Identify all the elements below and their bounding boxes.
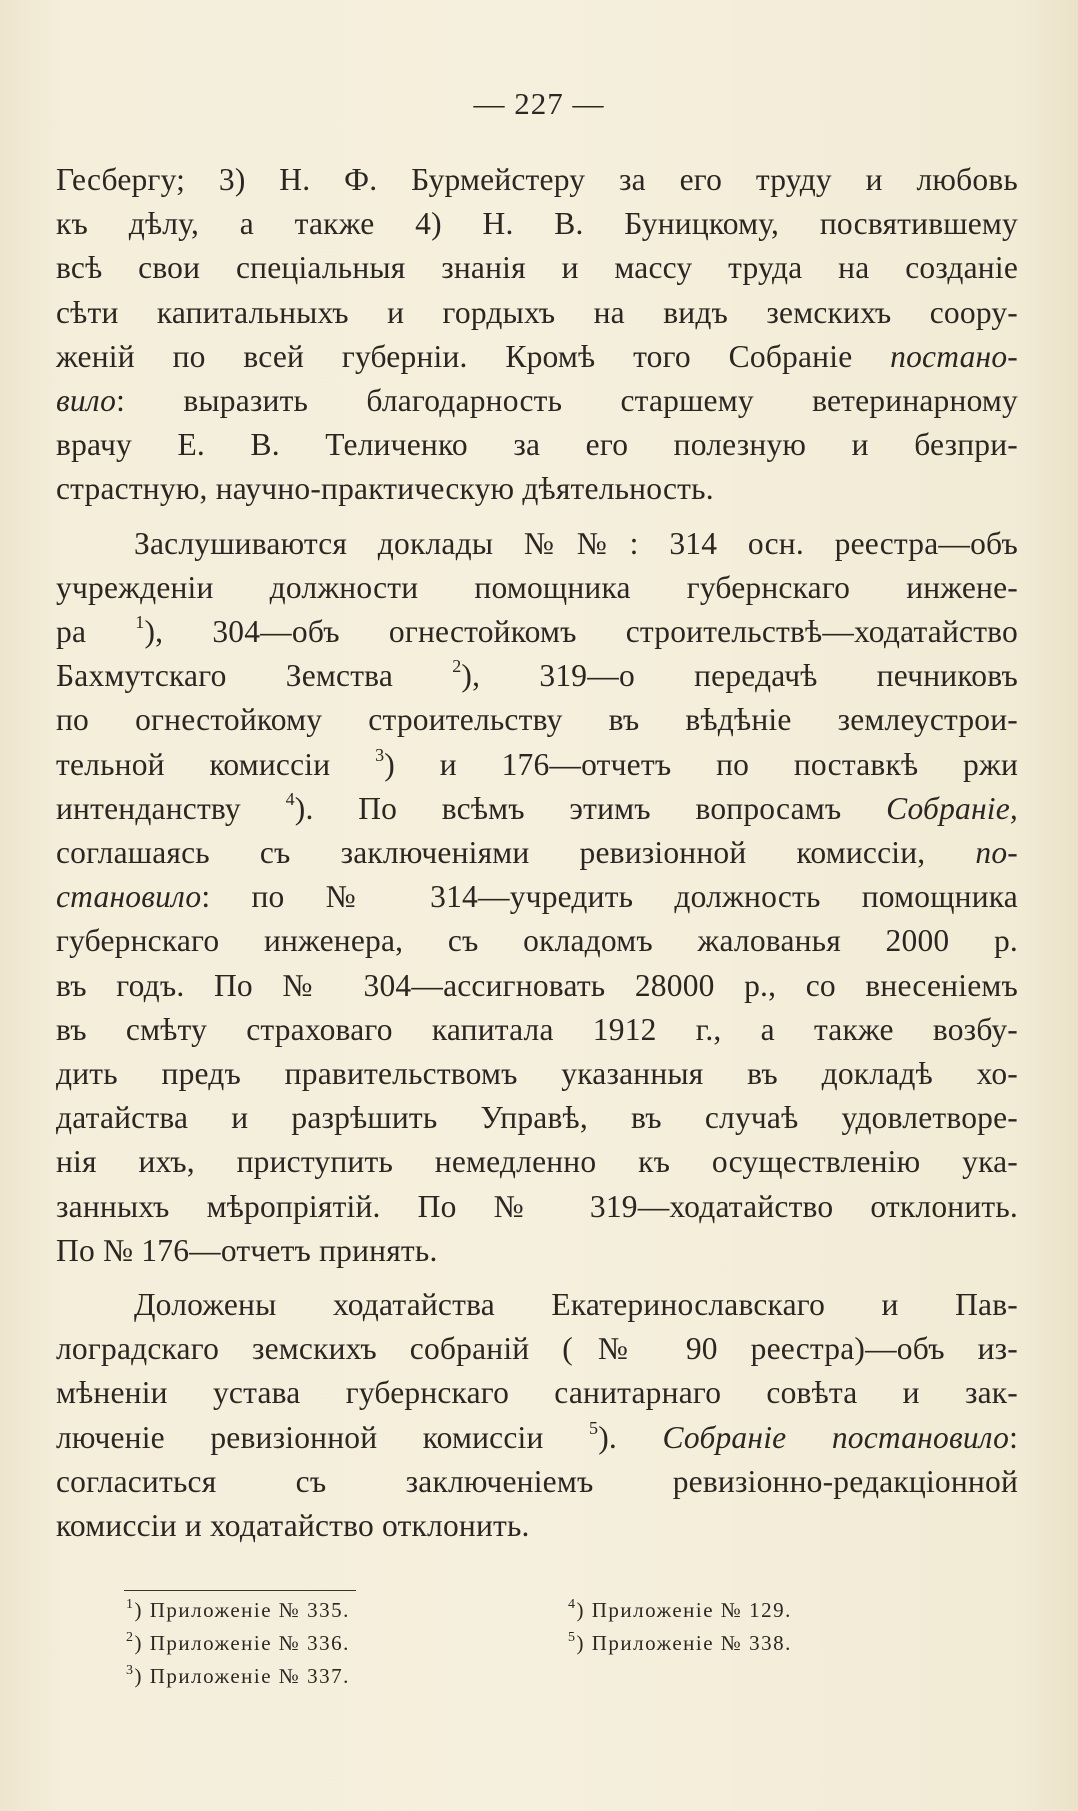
footnote-text: ) Приложеніе № 335. (134, 1598, 350, 1622)
text-line: лоградскаго земскихъ собраній (№ 90 реестра)—объ из- (56, 1331, 1018, 1367)
text-segment: люченіе ревизіонной комиссіи (56, 1419, 590, 1455)
text-segment: ) и 176—отчетъ по поставкѣ ржи (384, 746, 1019, 782)
footnote-5 (568, 1631, 792, 1656)
text-line: Гесбергу; 3) Н. Ф. Бурмейстеру за его труду и любовь (56, 162, 1018, 197)
italic-segment: становило (56, 879, 202, 915)
text-segment: Бахмутскаго Земства (56, 658, 453, 694)
text-line: дить предъ правительствомъ указанныя въ докладѣ хо- (56, 1056, 1018, 1092)
text-line (56, 875, 1018, 919)
text-line: врачу Е. В. Теличенко за его полезную и безпри- (56, 427, 1018, 463)
text-line (56, 1283, 1018, 1327)
text-line (56, 335, 1018, 379)
text-segment: ), 304—объ огнестойкомъ строительствѣ—ходатайство (144, 614, 1018, 650)
text-segment: Заслушиваются доклады №№: 314 осн. реестра—объ (134, 525, 1018, 561)
footnote-ref: 1 (135, 612, 145, 633)
text-segment: : (1009, 1419, 1019, 1455)
italic-segment: Собраніе, (886, 790, 1018, 826)
footnote-text: ) Приложеніе № 129. (576, 1598, 792, 1622)
text-line: датайства и разрѣшить Управѣ, въ случаѣ удовлетворе- (56, 1100, 1018, 1136)
text-line: учрежденіи должности помощника губернскаго инжене- (56, 569, 1018, 605)
text-segment: ). По всѣмъ этимъ вопросамъ (294, 790, 887, 826)
text-line (56, 1416, 1018, 1460)
text-segment: ). (598, 1419, 663, 1455)
footnote-text: ) Приложеніе № 337. (134, 1664, 350, 1688)
italic-segment: постано- (890, 338, 1018, 374)
footnote-mark: 2 (126, 1630, 135, 1645)
text-line: по огнестойкому строительству въ вѣдѣніе землеустрои- (56, 702, 1018, 738)
text-line: всѣ свои спеціальныя знанія и массу труда на созданіе (56, 250, 1018, 286)
italic-segment: Собраніе постановило (662, 1419, 1010, 1455)
text-line (56, 522, 1018, 566)
text-line: мѣненіи устава губернскаго санитарнаго совѣта и зак- (56, 1375, 1018, 1411)
page-number: — 227 — (473, 86, 605, 121)
text-segment: соглашаясь съ заключеніями ревизіонной комиссіи, (56, 835, 976, 871)
footnote-text: ) Приложеніе № 336. (134, 1631, 350, 1655)
text-segment: тельной комиссіи (56, 746, 376, 782)
paragraph-gap (56, 1273, 1018, 1283)
footnote-3 (126, 1664, 350, 1689)
footnote-mark: 5 (568, 1630, 577, 1645)
text-segment: ра (56, 614, 136, 650)
text-segment: : выразить благодарность старшему ветеринарному (116, 383, 1018, 419)
text-line: въ смѣту страховаго капитала 1912 г., а также возбу- (56, 1011, 1018, 1047)
body-text (56, 158, 1018, 1548)
footnote-mark: 4 (568, 1597, 577, 1612)
text-line (56, 831, 1018, 875)
italic-segment: по- (975, 835, 1018, 871)
text-line: въ годъ. По № 304—ассигновать 28000 р., со внесеніемъ (56, 967, 1018, 1003)
text-line (56, 654, 1018, 698)
footnote-2 (126, 1631, 350, 1656)
text-line: нія ихъ, приступить немедленно къ осуществленію ука- (56, 1144, 1018, 1180)
text-line: комиссіи и ходатайство отклонить. (56, 1508, 530, 1544)
text-line: занныхъ мѣропріятій. По № 319—ходатайство отклонить. (56, 1188, 1018, 1224)
text-segment: ), 319—о передачѣ печниковъ (461, 658, 1018, 694)
text-line: сѣти капитальныхъ и гордыхъ на видъ земскихъ соору- (56, 294, 1018, 330)
text-line: страстную, научно-практическую дѣятельность. (56, 471, 714, 507)
text-line (56, 743, 1018, 787)
footnote-1 (126, 1598, 350, 1623)
text-line (56, 379, 1018, 423)
text-line: По № 176—отчетъ принять. (56, 1232, 438, 1268)
footnote-text: ) Приложеніе № 338. (576, 1631, 792, 1655)
text-line (56, 610, 1018, 654)
text-segment: женій по всей губерніи. Кромѣ того Собраніе (56, 338, 891, 374)
footnote-ref: 3 (375, 744, 385, 765)
text-segment: интенданству (56, 790, 286, 826)
text-segment: Доложены ходатайства Екатеринославскаго и Пав- (134, 1287, 1018, 1323)
italic-segment: вило (56, 383, 117, 419)
footnote-mark: 3 (126, 1663, 135, 1678)
footnote-4 (568, 1598, 792, 1623)
text-line: губернскаго инженера, съ окладомъ жалованья 2000 р. (56, 923, 1018, 959)
text-line (56, 787, 1018, 831)
footnote-ref: 5 (589, 1417, 599, 1438)
footnote-divider (124, 1590, 356, 1591)
text-line: согласиться съ заключеніемъ ревизіонно-редакціонной (56, 1463, 1018, 1499)
text-line: къ дѣлу, а также 4) Н. В. Буницкому, посвятившему (56, 206, 1018, 242)
text-segment: : по № 314—учредить должность помощника (201, 879, 1018, 915)
footnote-mark: 1 (126, 1597, 135, 1612)
footnote-ref: 4 (285, 788, 295, 809)
footnote-ref: 2 (452, 656, 462, 677)
paragraph-gap (56, 512, 1018, 522)
